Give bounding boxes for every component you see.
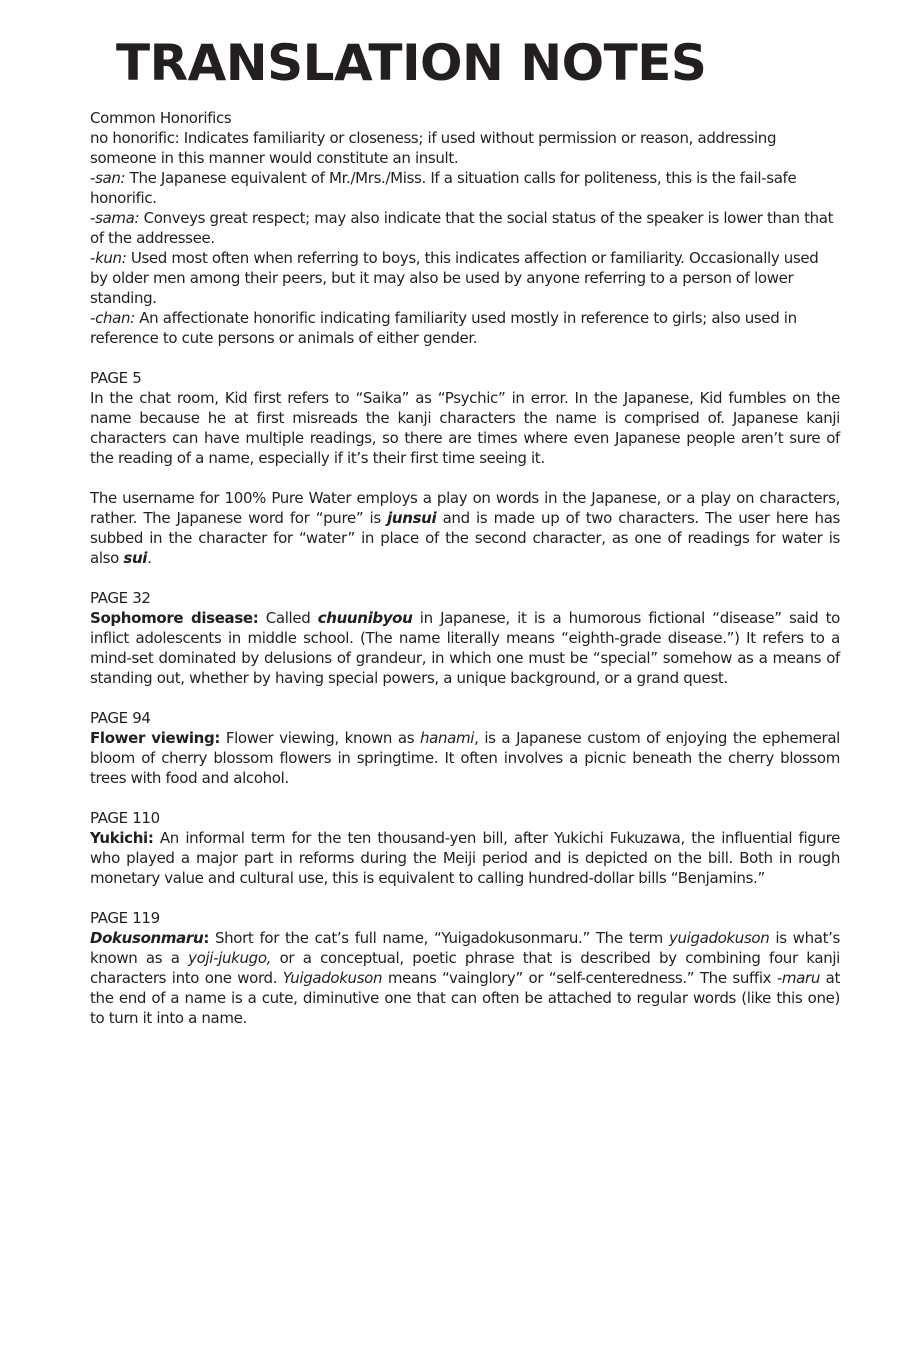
honorific-entry-sama (90, 208, 840, 248)
honorific-term: no honorific: (90, 129, 180, 147)
section-spacer (90, 688, 840, 708)
note-text: Called (258, 609, 318, 627)
honorific-entry-none (90, 128, 840, 168)
honorific-entry-san (90, 168, 840, 208)
note-page-5-heading: PAGE 5 (90, 369, 142, 387)
note-page-94-paragraph (90, 728, 840, 788)
note-text: Flower viewing, known as (220, 729, 421, 747)
term-flower-viewing: Flower viewing: (90, 729, 220, 747)
term-junsui: junsui (387, 509, 437, 527)
honorific-definition: Indicates familiarity or closeness; if used without permission or reason, addressing someone in this manner would constitute an insult. (90, 129, 777, 167)
note-page-110-paragraph (90, 828, 840, 888)
paragraph-spacer (90, 468, 840, 488)
honorific-definition: The Japanese equivalent of Mr./Mrs./Miss. If a situation calls for politeness, this is the fail-safe honorific. (90, 169, 797, 207)
note-text: The username for 100% Pure Water employs a play on words in the Japanese, or a play on characters, rather. The Japanese word for “pure” is (90, 489, 840, 527)
note-page-94-heading: PAGE 94 (90, 709, 151, 727)
note-page-94 (90, 708, 840, 788)
note-text: or a conceptual, poetic phrase that is described by combining four kanji characters into one word. (90, 949, 840, 987)
term-dokusonmaru: Dokusonmaru (90, 929, 204, 947)
note-text: is what’s known as a (90, 929, 841, 967)
note-page-5-paragraph-1: In the chat room, Kid first refers to “Saika” as “Psychic” in error. In the Japanese, Kid fumbles on the name because he at first misreads the kanji characters the name is comprised of. Japanese kanji characters can have multiple readings, so there are times where even Japanese people aren’t sure of the reading of a name, especially if it’s their first time seeing it. (90, 389, 840, 467)
note-page-5-paragraph-2 (90, 488, 840, 568)
term-maru: -maru (776, 969, 820, 987)
note-text: in Japanese, it is a humorous fictional “disease” said to inflict adolescents in middle school. (The name literally means “eighth-grade disease.”) It refers to a mind-set dominated by delusions of grandeur, in which one must be “special” somehow as a means of standing out, whether by having special powers, a unique background, or a grand quest. (90, 609, 840, 687)
note-text: means “vainglory” or “self-centeredness.” The suffix (382, 969, 777, 987)
term-sophomore-disease: Sophomore disease: (90, 609, 259, 627)
term-hanami: hanami (420, 729, 475, 747)
note-page-32 (90, 588, 840, 688)
honorifics-section (90, 108, 840, 348)
honorifics-heading: Common Honorifics (90, 109, 232, 127)
note-page-110-heading: PAGE 110 (90, 809, 160, 827)
note-page-119 (90, 908, 840, 1028)
notes-body (90, 108, 840, 1028)
note-page-32-paragraph (90, 608, 840, 688)
note-text: Short for the cat’s full name, “Yuigadokusonmaru.” The term (208, 929, 669, 947)
term-colon: : (203, 929, 209, 947)
note-text: at the end of a name is a cute, diminutive one that can often be attached to regular words (like this one) to turn it into a name. (90, 969, 840, 1027)
honorific-term: -chan: (90, 309, 135, 327)
honorific-term: -sama: (90, 209, 140, 227)
page-title: TRANSLATION NOTES (116, 34, 707, 92)
honorific-entry-chan (90, 308, 840, 348)
term-yoji-jukugo: yoji-jukugo, (188, 949, 272, 967)
note-page-5 (90, 368, 840, 568)
term-sui: sui (123, 549, 148, 567)
term-yuigadokuson: yuigadokuson (668, 929, 770, 947)
honorific-term: -san: (90, 169, 126, 187)
honorific-definition: An affectionate honorific indicating familiarity used mostly in reference to girls; also used in reference to cute persons or animals of either gender. (90, 309, 797, 347)
term-yuigadokuson-2: Yuigadokuson (282, 969, 383, 987)
section-spacer (90, 348, 840, 368)
note-page-32-heading: PAGE 32 (90, 589, 151, 607)
section-spacer (90, 888, 840, 908)
note-text: and is made up of two characters. The user here has subbed in the character for “water” in place of the second character, as one of readings for water is also (90, 509, 840, 567)
honorific-definition: Used most often when referring to boys, this indicates affection or familiarity. Occasionally used by older men among their peers, but it may also be used by anyone referring to a person of lower standing. (90, 249, 819, 307)
honorific-term: -kun: (90, 249, 127, 267)
term-yukichi: Yukichi: (90, 829, 154, 847)
note-page-110 (90, 808, 840, 888)
section-spacer (90, 788, 840, 808)
honorific-entry-kun (90, 248, 840, 308)
note-text: . (147, 549, 152, 567)
section-spacer (90, 568, 840, 588)
term-chuunibyou: chuunibyou (317, 609, 413, 627)
honorific-definition: Conveys great respect; may also indicate that the social status of the speaker is lower than that of the addressee. (90, 209, 834, 247)
note-text: An informal term for the ten thousand-yen bill, after Yukichi Fukuzawa, the influential figure who played a major part in reforms during the Meiji period and is depicted on the bill. Both in rough monetary value and cultural use, this is equivalent to calling hundred-dollar bills “Benjamins.” (90, 829, 840, 887)
note-text: , is a Japanese custom of enjoying the ephemeral bloom of cherry blossom flowers in springtime. It often involves a picnic beneath the cherry blossom trees with food and alcohol. (90, 729, 840, 787)
note-page-119-heading: PAGE 119 (90, 909, 160, 927)
note-page-119-paragraph (90, 928, 840, 1028)
